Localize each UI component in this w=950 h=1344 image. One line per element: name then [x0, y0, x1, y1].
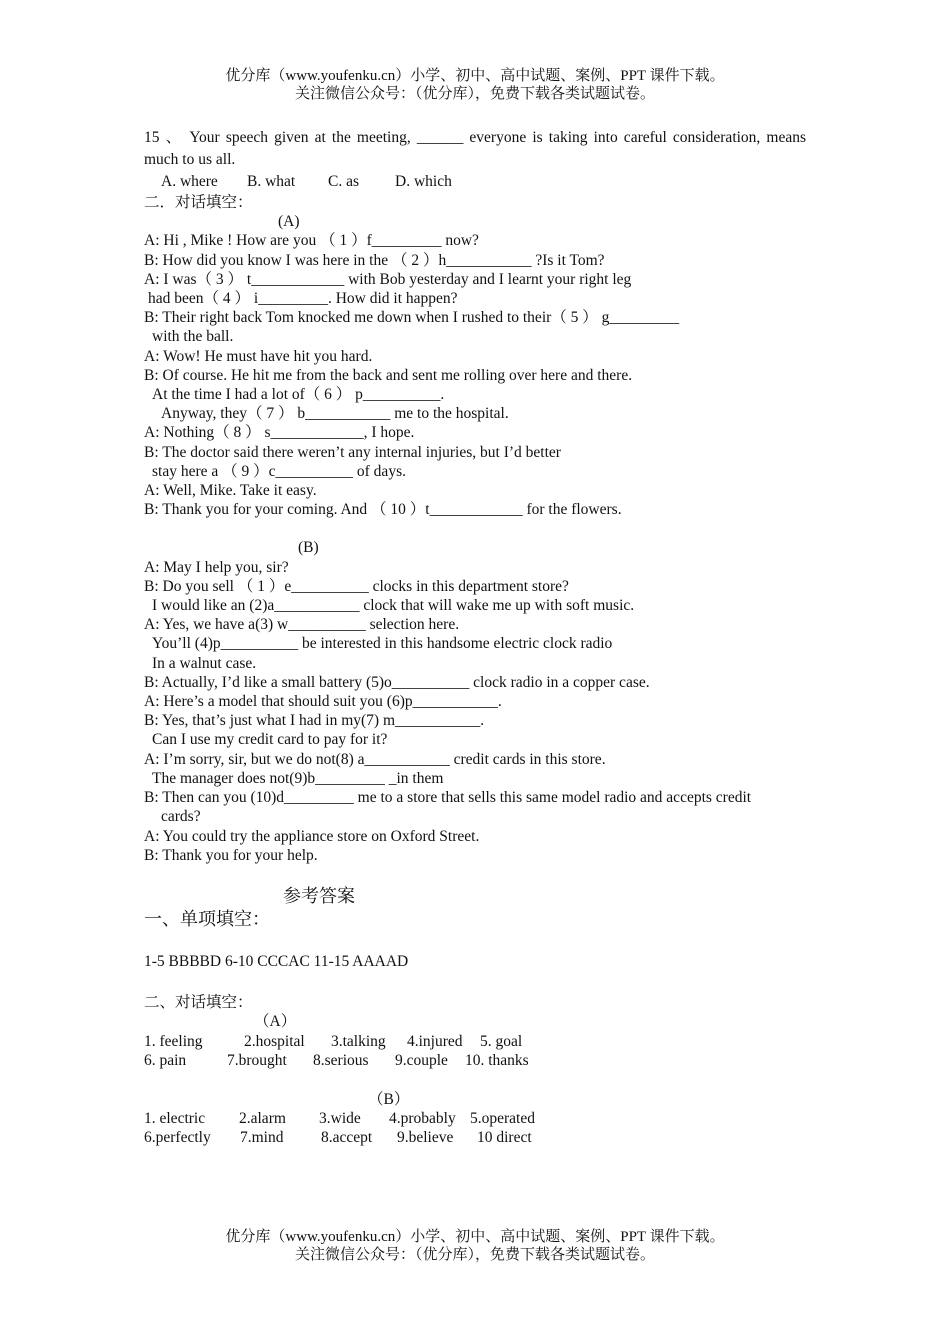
- dialog-line: stay here a （ 9 ）c__________ of days.: [152, 462, 406, 480]
- dialog-line: A: Well, Mike. Take it easy.: [144, 482, 317, 500]
- answer-item: 6. pain: [144, 1052, 187, 1070]
- dialog-line: B: Yes, that’s just what I had in my(7) m___________.: [144, 712, 485, 730]
- page-header: [0, 67, 950, 103]
- dialog-line: At the time I had a lot of（ 6 ） p__________.: [152, 386, 445, 404]
- dialog-line: with the ball.: [152, 328, 234, 346]
- dialog-line: B: Do you sell （ 1 ）e__________ clocks in this department store?: [144, 577, 569, 595]
- answers-b-label: （B）: [368, 1090, 410, 1108]
- dialog-line: B: Thank you for your help.: [144, 846, 318, 864]
- answer-item: 10 direct: [477, 1129, 532, 1147]
- answer-item: 3.talking: [331, 1032, 386, 1050]
- footer-line-2: 关注微信公众号：（优分库），免费下载各类试题试卷。: [294, 1247, 655, 1263]
- dialog-line: A: I was（ 3 ） t____________ with Bob yesterday and I learnt your right leg: [144, 270, 632, 288]
- dialog-line: A: Wow! He must have hit you hard.: [144, 347, 373, 365]
- question-15: 15 、 Your speech given at the meeting, ______ everyone is taking into careful consideration, means much to us all.: [144, 129, 806, 168]
- answers-section-2-title: 二、对话填空：: [144, 994, 253, 1012]
- header-line-1: 优分库（www.youfenku.cn）小学、初中、高中试题、案例、PPT 课件下载。: [225, 68, 725, 84]
- answers-a-label: （A）: [254, 1013, 297, 1031]
- dialog-line: had been（ 4 ） i_________. How did it happen?: [148, 290, 458, 308]
- page-footer: [0, 1228, 950, 1264]
- answer-item: 8.accept: [321, 1129, 373, 1147]
- dialog-line: B: The doctor said there weren’t any internal injuries, but I’d better: [144, 443, 561, 461]
- dialog-line: You’ll (4)p__________ be interested in this handsome electric clock radio: [152, 635, 613, 653]
- answers-a-row-2: [144, 1051, 806, 1071]
- dialog-line: cards?: [161, 808, 201, 826]
- document-body: [144, 127, 806, 1148]
- dialog-line: A: Yes, we have a(3) w__________ selection here.: [144, 616, 460, 634]
- dialog-line: Can I use my credit card to pay for it?: [152, 731, 388, 749]
- dialog-line: The manager does not(9)b_________ _in them: [152, 769, 444, 787]
- answers-a-row-1: [144, 1032, 806, 1052]
- answer-item: 4.injured: [407, 1032, 463, 1050]
- dialog-line: In a walnut case.: [152, 654, 257, 672]
- dialog-line: A: Here’s a model that should suit you (6)p___________.: [144, 693, 502, 711]
- answer-item: 7.mind: [240, 1129, 284, 1147]
- option-c: C. as: [328, 173, 359, 190]
- dialog-line: B: How did you know I was here in the （ 2 ）h___________ ?Is it Tom?: [144, 251, 605, 269]
- dialog-line: A: You could try the appliance store on Oxford Street.: [144, 827, 480, 845]
- dialog-line: A: May I help you, sir?: [144, 558, 289, 576]
- answer-item: 5. goal: [480, 1032, 523, 1050]
- answer-item: 1. feeling: [144, 1032, 203, 1050]
- answer-item: 2.alarm: [239, 1109, 286, 1127]
- question-15-options: [144, 171, 806, 193]
- answers-title: 参考答案: [283, 885, 355, 906]
- answer-item: 8.serious: [313, 1052, 369, 1070]
- dialog-line: I would like an (2)a___________ clock that will wake me up with soft music.: [152, 597, 635, 615]
- answer-item: 9.believe: [397, 1129, 454, 1147]
- dialog-line: A: I’m sorry, sir, but we do not(8) a___________ credit cards in this store.: [144, 750, 606, 768]
- option-d: D. which: [395, 173, 452, 190]
- option-a: A. where: [161, 173, 218, 190]
- dialog-a-label: (A): [278, 213, 300, 231]
- dialog-line: Anyway, they（ 7 ） b___________ me to the hospital.: [161, 405, 509, 423]
- dialog-line: B: Actually, I’d like a small battery (5)o__________ clock radio in a copper case.: [144, 673, 650, 691]
- answer-item: 7.brought: [227, 1052, 287, 1070]
- dialog-line: B: Thank you for your coming. And （ 10 ）t____________ for the flowers.: [144, 501, 622, 519]
- dialog-line: B: Of course. He hit me from the back and sent me rolling over here and there.: [144, 366, 633, 384]
- dialog-line: B: Their right back Tom knocked me down when I rushed to their（ 5 ） g_________: [144, 309, 680, 327]
- dialog-line: A: Nothing（ 8 ） s____________, I hope.: [144, 424, 415, 442]
- answer-item: 5.operated: [470, 1109, 535, 1127]
- answers-section-1: 1-5 BBBBD 6-10 CCCAC 11-15 AAAAD: [144, 952, 409, 970]
- option-b: B. what: [247, 173, 296, 190]
- answer-item: 2.hospital: [244, 1032, 305, 1050]
- dialog-line: A: Hi , Mike ! How are you （ 1 ）f_________ now?: [144, 232, 479, 250]
- header-line-2: 关注微信公众号：（优分库），免费下载各类试题试卷。: [294, 86, 655, 102]
- answers-b-row-2: [144, 1128, 806, 1148]
- answer-item: 9.couple: [395, 1052, 448, 1070]
- dialog-line: B: Then can you (10)d_________ me to a store that sells this same model radio and accepts credit: [144, 789, 752, 807]
- answers-b-row-1: [144, 1109, 806, 1129]
- answer-item: 3.wide: [319, 1109, 361, 1127]
- answer-item: 10. thanks: [465, 1052, 529, 1070]
- answers-section-1-title: 一、单项填空：: [144, 908, 270, 929]
- answer-item: 6.perfectly: [144, 1129, 211, 1147]
- answer-item: 1. electric: [144, 1109, 206, 1127]
- answer-item: 4.probably: [389, 1109, 456, 1127]
- section-2-title: 二．对话填空：: [144, 194, 253, 211]
- footer-line-1: 优分库（www.youfenku.cn）小学、初中、高中试题、案例、PPT 课件下载。: [225, 1229, 725, 1245]
- dialog-b-label: (B): [298, 539, 319, 557]
